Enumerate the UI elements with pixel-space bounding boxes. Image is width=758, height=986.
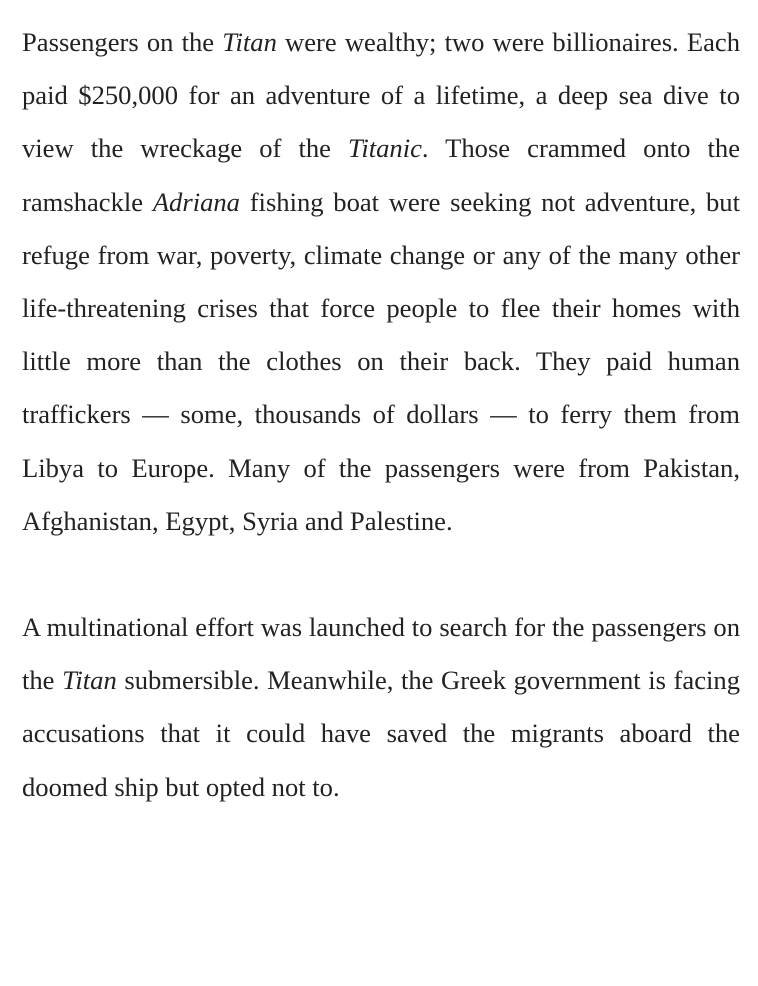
paragraph-text: fishing boat were seeking not adventure, but refuge from war, poverty, climate change or any of the many other life-threatening crises that force people to flee their homes with little more than the clothes on their back. They paid human traffickers — some, thousands of dollars — to ferry them from Libya to Europe. Many of the passengers were from Pakistan, Afghanistan, Egypt, Syria and Palestine.: [22, 186, 740, 536]
paragraph-text: Passengers on the: [22, 27, 223, 57]
paragraph-text: submersible. Meanwhile, the Greek government is facing accusations that it could have saved the migrants aboard the doomed ship but opted not to.: [22, 665, 740, 802]
paragraph-1: [22, 16, 740, 548]
vessel-name-adriana: Adriana: [152, 186, 240, 217]
paragraph-text: A multinational effort was launched to search for the passengers on the: [22, 612, 740, 696]
vessel-name-titan: Titan: [222, 27, 277, 57]
paragraph-text: were wealthy; two were billionaires. Each paid $250,000 for an adventure of a lifetime, a deep sea dive to view the wreckage of the: [22, 27, 740, 164]
paragraph-text: . Those crammed onto the ramshackle: [22, 133, 740, 217]
vessel-name-titan: Titan: [62, 665, 117, 696]
paragraph-2: [22, 601, 740, 814]
vessel-name-titanic: Titanic: [348, 133, 422, 164]
article-body: [22, 16, 740, 814]
